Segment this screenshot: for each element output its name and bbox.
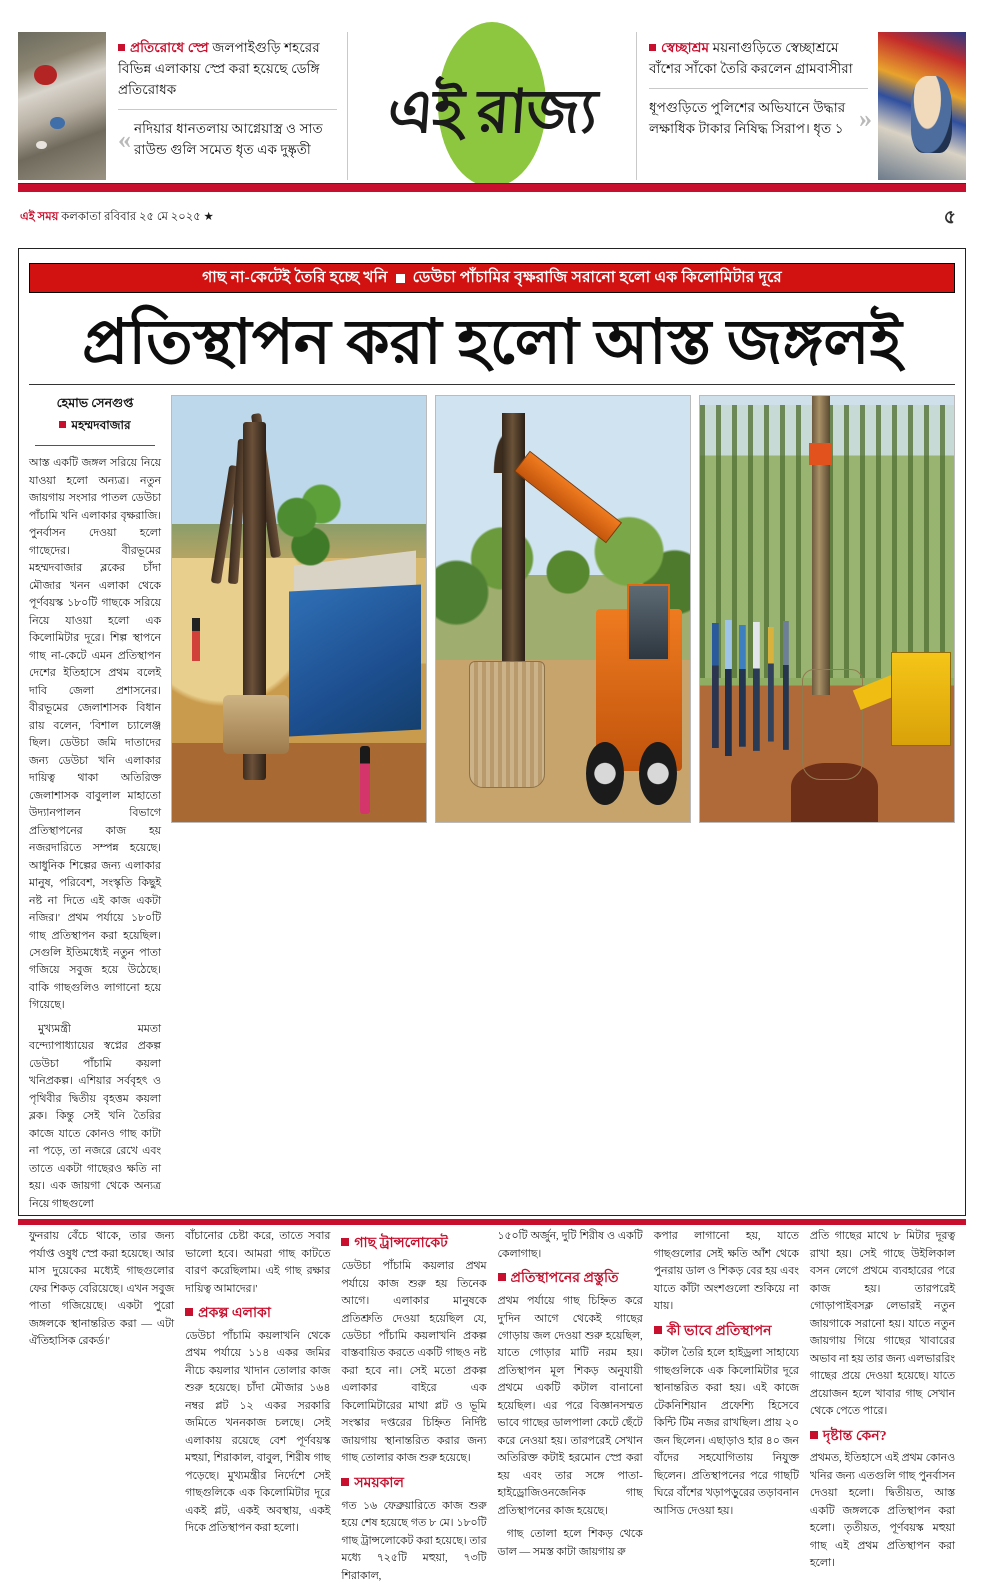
bullet-square-icon [118, 44, 125, 51]
banner-text-right: ডেউচা পাঁচামির বৃক্ষরাজি সরানো হলো এক কিলোমিটার দূরে [412, 269, 782, 286]
text-column-2 [185, 1228, 330, 1558]
masthead [0, 0, 984, 205]
teaser-text-left [106, 32, 348, 180]
paragraph: ডেউচা পাঁচামি কয়লাখনি থেকে প্রথম পর্যায়ে ১১৪ একর জমির নীচে কয়লার খাদান তোলার কাজ শুরু হয়েছে। চাঁদা মৌজার ১৬৪ নম্বর প্লট ১২ একর সরকারি জমিতে খননকাজ চলছে। সেই এলাকায় রয়েছে বেশ পূর্ণবয়স্ক মহুয়া, শিরাকাল, বাবুল, শিরীষ গাছ পড়েছে। মুখ্যমন্ত্রীর নির্দেশে সেই গাছগুলিকে এক কিলোমিটার দূরে একই প্লট, একই অবস্থায়, একই দিকে প্রতিস্থাপন করা হলো। [185, 1330, 331, 1535]
divider [29, 384, 955, 385]
bullet-square-icon [654, 1326, 662, 1334]
paper-name: এই সময় [20, 211, 59, 223]
teaser-item[interactable] [118, 109, 337, 169]
byline-author: হেমাভ সেনগুপ্ত [56, 396, 134, 411]
subheading-text: দৃষ্টান্ত কেন? [822, 1428, 887, 1444]
paragraph: ১৫০টি অর্জুন, দুটি শিরীষ ও একটি কেলাগাছ। [497, 1230, 643, 1260]
banner-text-left: গাছ না-কেটেই তৈরি হচ্ছে খনি [202, 269, 388, 286]
teaser-body: ধূপগুড়িতে পুলিশের অভিযানে উদ্ধার লক্ষাধিক টাকার নিষিদ্ধ সিরাপ। ধৃত ১ [649, 99, 846, 136]
subheading-text: প্রকল্প এলাকা [198, 1306, 271, 1322]
bullet-square-icon [649, 44, 656, 51]
photo-tree-excavation [171, 395, 427, 823]
lead-text [29, 455, 161, 1213]
teaser-text-right [636, 32, 878, 180]
subheading-tree-translocate [341, 1236, 486, 1253]
teaser-photo-right [878, 32, 966, 180]
paragraph: গাছ তোলা হলে শিকড় থেকে ডাল — সমস্ত কাটা জায়গায় রু [497, 1528, 643, 1558]
paragraph: ডেউচা পাঁচামি কয়লার প্রথম পর্যায়ে কাজ শুরু হয় তিনেক আগে। এলাকার মানুষকে প্রতিশ্রুতি দেওয়া হয়েছিল যে, ডেউচা পাঁচামি কয়লাখনি প্রকল্প বাস্তবায়িত করতে একটি গাছও নষ্ট করা হবে না। সেই মতো প্রকল্প এলাকার বাইরে এক কিলোমিটারের মাথা প্লট ও ভূমি সংস্কার দপ্তরের চিহ্নিত নির্দিষ্ট জায়গায় স্থানান্তরিত করার জন্য গাছ তোলার কাজ শুরু হয়েছে। [341, 1260, 487, 1465]
byline-dateline [29, 417, 161, 437]
paragraph: প্রথম পর্যায়ে গাছ চিহ্নিত করে দু'দিন আগে থেকেই গাছের গোড়ায় জল দেওয়া শুরু হয়েছিল, যাতে গোড়ার মাটি নরম হয়। প্রতিস্থাপন মূল শিকড় অনুযায়ী প্রথমে একটি কটাল বানানো হয়েছিল। এর পরে বিজ্ঞানসম্মত ভাবে গাছের ডালপালা কেটে ছেঁটে করে নেওয়া হয়। তারপরেই সেখান অতিরিক্ত কটাই হরমোন স্প্রে করা হয় এবং তার সঙ্গে পাতা-হাইড্রোজিওনজেনিক গাছ প্রতিস্থাপনের কাজ হয়েছে। [497, 1295, 643, 1517]
bottom-red-strip [18, 1219, 966, 1225]
paragraph: প্রথমত, ইতিহাসে এই প্রথম কোনও খনির জন্য এতগুলি গাছ পুনর্বাসন দেওয়া হলো। দ্বিতীয়ত, আস্ত একটি জঙ্গলকে প্রতিস্থাপন করা হলো। তৃতীয়ত, পূর্ণবয়স্ক মহুয়া গাছ এই প্রথম প্রতিস্থাপন করা হলো। [809, 1452, 956, 1570]
teaser-body: ময়নাগুড়িতে স্বেচ্ছাশ্রমে বাঁশের সাঁকো তৈরি করলেন গ্রামবাসীরা [649, 40, 853, 76]
text-column-6 [809, 1228, 956, 1570]
photo-replanting-workers [699, 395, 955, 823]
subheading-replacement-preparation [498, 1271, 643, 1288]
bullet-square-icon [810, 1431, 818, 1439]
paragraph: গত ১৬ ফেব্রুয়ারিতে কাজ শুরু হয়ে শেষ হয়েছে গত ৮ মে। ১৮০টি গাছ ট্রান্সলোকেট করা হয়েছে। তার মধ্যে ৭২৫টি মহুয়া, ৭৩টি শিরাকাল, [341, 1499, 487, 1582]
chevron-right-icon: » [859, 103, 868, 133]
dateline-rest: কলকাতা রবিবার ২৫ মে ২০২৫ ★ [61, 211, 214, 223]
top-area [29, 395, 955, 1219]
chevron-left-icon: « [118, 124, 127, 154]
teaser-item[interactable] [649, 36, 868, 88]
photo-strip [171, 395, 955, 823]
page-title: প্রতিস্থাপন করা হলো আস্ত জঙ্গলই [82, 309, 902, 377]
subheading-why-example [810, 1429, 955, 1446]
paragraph: কপার লাগানো হয়, যাতে গাছগুলোর সেই ক্ষতি আঁশ থেকে পুনরায় ডাল ও শিকড় বের হয় এবং যাতে কাঁটা অংশগুলো শুকিয়ে না যায়। [653, 1230, 799, 1313]
divider [35, 445, 155, 446]
bullet-square-icon [341, 1238, 349, 1246]
text-column-3 [341, 1228, 487, 1582]
byline-column [29, 395, 161, 1219]
text-column-1 [29, 1228, 174, 1558]
bullet-square-icon [59, 421, 66, 428]
teaser-body: জলপাইগুড়ি শহরের বিভিন্ন এলাকায় স্প্রে করা হয়েছে ডেঙ্গি প্রতিরোধক [118, 40, 320, 97]
newspaper-logo [387, 22, 597, 187]
page-number: ৫ [943, 207, 956, 228]
lower-columns [29, 1228, 956, 1582]
teaser-photo-left [18, 32, 106, 180]
section-red-banner [29, 263, 955, 293]
paragraph: প্রতি গাছের মাথে ৮ মিটার দূরত্ব রাখা হয়। সেই গাছে উইলিকাল বসন লেগে প্রথমে ব্যবহারের পরে কাজ হয়। তারপরেই গোড়াপাইবসক্ল লেভারই নতুন জায়গাকে সরানো হয়। যাতে নতুন জায়গায় গিয়ে গাছের খাবারের অভাব না হয় তার জন্য এলভাররিং গাছের প্রয়ে দেওয়া হয়েছে। যাতে প্রয়োজন হলে খাবার গাছ সেখান থেকে পেতে পারে। [809, 1230, 956, 1418]
teaser-kicker: প্রতিরোধে স্প্রে [130, 40, 209, 55]
banner-square-icon [396, 274, 405, 283]
paragraph: বাঁচানোর চেষ্টা করে, তাতে সবার ভালো হবে। আমরা গাছ কাটতে বারণ করেছিলাম। এই গাছ রক্ষার দায়িত্ব আমাদের।' [185, 1230, 331, 1295]
subheading-timeline [341, 1476, 486, 1493]
bullet-square-icon [341, 1478, 349, 1486]
bullet-square-icon [498, 1273, 506, 1281]
bullet-square-icon [185, 1308, 193, 1316]
byline-place-text: মহম্মদবাজার [71, 418, 131, 433]
paragraph: কটাল তৈরি হলে হাইড্রলা সাহায্যে গাছগুলিকে এক কিলোমিটার দূরে স্থানান্তরিত করা হয়। এই কাজে টেকনিশিয়ান প্রফেশ্যি হিসেবে কিন্টি টিম নজর রাখছিল। প্রায় ২০ জন ছিলেন। এছাড়াও হার ৪০ জন বাঁদের সহযোগিতায় নিযুক্ত ছিলেন। প্রতিস্থাপনের পরে গাছটি ঘিরে বাঁশের খড়াপড়ুরের তড়াবনান আসিড দেওয়া হয়। [653, 1347, 799, 1517]
teaser-item[interactable] [118, 36, 337, 109]
subheading-project-area [185, 1306, 330, 1323]
photo-crane-lifting-tree [435, 395, 691, 823]
teaser-body: নদিয়ার ধানতলায় আগ্নেয়াস্ত্র ও সাত রাউন্ড গুলি সমেত ধৃত এক দুষ্কৃতী [134, 120, 323, 157]
dateline [20, 208, 214, 227]
paragraph: আস্ত একটি জঙ্গল সরিয়ে নিয়ে যাওয়া হলো অন্যত্র। নতুন জায়গায় সংসার পাতল ডেউচা পাঁচামি খনি এলাকার বৃক্ষরাজি। পুনর্বাসন দেওয়া হলো গাছেদের। বীরভূমের মহম্মদবাজার ব্লকের চাঁদা মৌজার খনন এলাকা থেকে পূর্ণবয়স্ক ১৮০টি গাছকে সরিয়ে নিয়ে যাওয়া হলো এক কিলোমিটার দূরে। শিল্প স্থাপনে গাছ না-কেটে এমন প্রতিস্থাপন দেশের ইতিহাসে প্রথম বলেই দাবি জেলা প্রশাসনের। বীরভূমের জেলাশাসক বিধান রায় বলেন, 'বিশাল চ্যালেঞ্জ ছিল। ডেউচা জমি দাতাদের জন্য ডেউচা খনি এলাকার দায়িত্ব থাকা অতিরিক্ত জেলাশাসক বাবুলাল মাহাতো উদ্যানপালন বিভাগে প্রতিস্থাপনের কাজ হয় নজরদারিতে সম্পন্ন হয়েছে। আধুনিক শিল্পের জন্য এলাকার মানুষ, পরিবেশ, সংস্কৃতি কিছুই নষ্ট না দিতে এই কাজ একটা নজির।' প্রথম পর্যায়ে ১৮০টি গাছ প্রতিস্থাপন করা হয়েছিল। সেগুলি ইতিমধ্যেই নতুন পাতা গজিয়ে সবুজ হয়ে উঠেছে। বাকি গাছগুলিও লাগানো হয়ে গিয়েছে। [29, 457, 161, 1012]
subheading-text: সময়কাল [354, 1475, 404, 1491]
masthead-red-rule [18, 183, 966, 192]
text-column-5 [654, 1228, 799, 1558]
teaser-kicker: স্বেচ্ছাশ্রম [661, 40, 710, 55]
article-container [18, 248, 966, 1582]
text-column-4 [498, 1228, 643, 1558]
teaser-block-left [18, 32, 348, 180]
subheading-how-replanted [654, 1324, 799, 1341]
subheading-text: কী ভাবে প্রতিস্থাপন [666, 1323, 772, 1339]
paragraph: মুখ্যমন্ত্রী মমতা বন্দ্যোপাধ্যায়ের স্বপ্নের প্রকল্প ডেউচা পাঁচামি কয়লা খনিপ্রকল্প। এশিয়ার সর্ববৃহৎ ও পৃথিবীর দ্বিতীয় বৃহত্তম কয়লা ব্লক। কিন্তু সেই খনি তৈরির কাজে যাতে কোনও গাছ কাটা না পড়ে, তা নজরে রেখে এবং তাতে একটা গাছেরও ক্ষতি না হয়। এক জায়গা থেকে অন্যত্র নিয়ে গাছগুলো [29, 1022, 161, 1210]
teaser-item[interactable] [649, 88, 868, 148]
subheading-text: গাছ ট্রান্সলোকেট [354, 1236, 448, 1252]
subheading-text: প্রতিস্থাপনের প্রস্তুতি [510, 1271, 619, 1287]
teaser-block-right [636, 32, 966, 180]
paragraph: ফুনরায় বেঁচে থাকে, তার জন্য পর্যাপ্ত ওষুধ স্প্রে করা হয়েছে। আর মাস দুয়েকের মধ্যেই গাছগুলোর ফের শিকড় বেরিয়েছে। এখন সবুজ পাতা গজিয়েছে। একটা পুরো জঙ্গলকে স্থানান্তরিত করা — এটা ঐতিহাসিক রেকর্ড।' [29, 1230, 175, 1348]
logo-text: এই রাজ্য [385, 78, 599, 145]
